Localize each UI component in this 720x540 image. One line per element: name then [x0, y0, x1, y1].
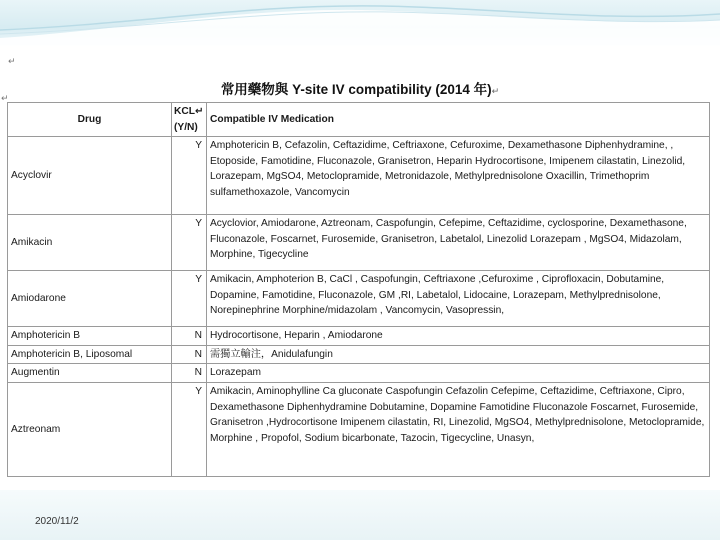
title-mark: ↵ [491, 86, 500, 96]
kcl-cell: Y [172, 137, 207, 215]
compatible-cell: Hydrocortisone, Heparin , Amiodarone [207, 327, 710, 346]
kcl-cell: Y [172, 215, 207, 271]
drug-cell: Amiodarone [8, 271, 172, 327]
drug-cell: Acyclovir [8, 137, 172, 215]
kcl-cell: Y [172, 382, 207, 476]
compatible-cell: Amphotericin B, Cefazolin, Ceftazidime, Ceftriaxone, Cefuroxime, Dexamethasone Diphenhydramine, , Etoposide, Famotidine, Fluconazole, Granisetron, Heparin Hydrocortisone, Imipenem cilastatin, Linezolid, Lorazepam, MgSO4, Metoclopramide, Metronidazole, Methylprednisolone Oxacillin, Trimethoprim sulfamethoxazole, Vancomycin [207, 137, 710, 215]
table-row [8, 327, 710, 346]
table-row [8, 137, 710, 215]
paragraph-mark: ↵ [8, 56, 16, 66]
page-title [0, 78, 720, 98]
drug-cell: Augmentin [8, 364, 172, 383]
footer-band [0, 490, 720, 540]
paragraph-mark: ↵ [1, 93, 9, 103]
table-row [8, 345, 710, 364]
compatibility-table [7, 102, 710, 477]
header-compatible: Compatible IV Medication [207, 103, 710, 137]
wave-decoration [0, 0, 720, 46]
drug-cell: Amikacin [8, 215, 172, 271]
header-banner [0, 0, 720, 46]
compatible-cell: Amikacin, Aminophylline Ca gluconate Caspofungin Cefazolin Cefepime, Ceftazidime, Ceftriaxone, Cipro, Dexamethasone Diphenhydramine Dobutamine, Dopamine Famotidine Fluconazole Foscarnet, Furosemide, Granisetron ,Hydrocortisone Imipenem cilastatin, RI, Linezolid, MgSO4, Methylprednisolone, Metoclopramide, Morphine , Propofol, Sodium bicarbonate, Tazocin, Tigecycline, Unasyn, [207, 382, 710, 476]
table-row [8, 382, 710, 476]
compatible-cell: Lorazepam [207, 364, 710, 383]
compatible-cell: 需獨立輸注，Anidulafungin [207, 345, 710, 364]
kcl-cell: Y [172, 271, 207, 327]
table-row [8, 364, 710, 383]
header-kcl: KCL↵ (Y/N) [172, 103, 207, 137]
footer-date: 2020/11/2 [35, 516, 79, 527]
kcl-cell: N [172, 327, 207, 346]
drug-cell: Amphotericin B, Liposomal [8, 345, 172, 364]
kcl-cell: N [172, 364, 207, 383]
drug-cell: Aztreonam [8, 382, 172, 476]
compatible-cell: Acyclovior, Amiodarone, Aztreonam, Caspofungin, Cefepime, Ceftazidime, cyclosporine, Dexamethasone, Fluconazole, Foscarnet, Furosemide, Granisetron, Labetalol, Linezolid Lorazepam , MgSO4, Midazolam, Morphine, Tigecycline [207, 215, 710, 271]
compatible-cell: Amikacin, Amphoterion B, CaCl , Caspofungin, Ceftriaxone ,Cefuroxime , Ciprofloxacin, Dobutamine, Dopamine, Famotidine, Fluconazole, GM ,RI, Labetalol, Lidocaine, Lorazepam, Methylprednisolone, Norepinephrine Morphine/midazolam , Vancomycin, Vasopressin, [207, 271, 710, 327]
header-drug: Drug [8, 103, 172, 137]
drug-cell: Amphotericin B [8, 327, 172, 346]
table-row [8, 271, 710, 327]
table-header-row [8, 103, 710, 137]
kcl-cell: N [172, 345, 207, 364]
table-row [8, 215, 710, 271]
title-text: 常用藥物與 Y-site IV compatibility (2014 年) [220, 82, 492, 97]
